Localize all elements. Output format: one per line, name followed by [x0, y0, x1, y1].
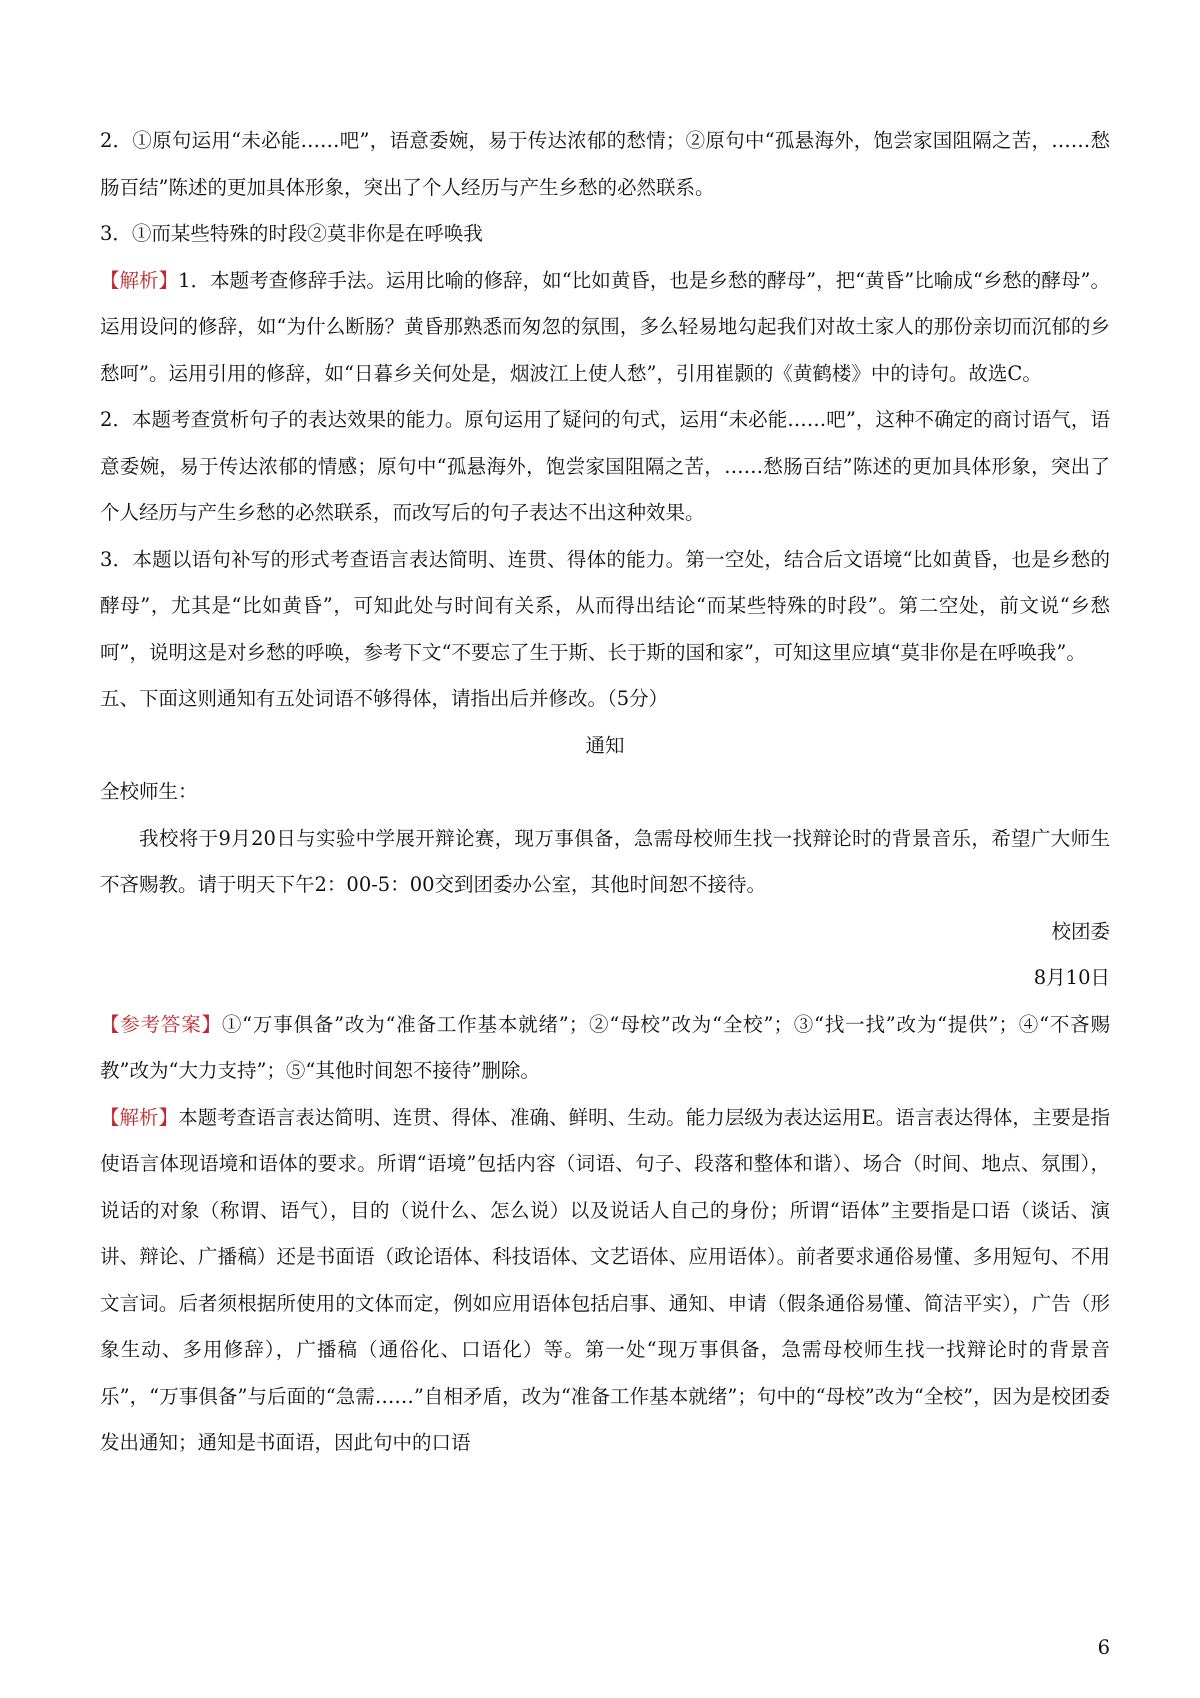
analysis-tag: 【解析】	[100, 268, 179, 292]
document-body	[100, 118, 1110, 1467]
reference-answer	[100, 1002, 1110, 1095]
reference-answer-tag: 【参考答案】	[100, 1012, 222, 1036]
page-number: 6	[1097, 1636, 1110, 1659]
question-5-prompt: 五、下面这则通知有五处词语不够得体，请指出后并修改。（5分）	[100, 687, 669, 710]
notice-date: 8月10日	[1033, 966, 1110, 989]
reference-answer-text: ①“万事俱备”改为“准备工作基本就绪”；②“母校”改为“全校”；③“找一找”改为“提供”；④“不吝赐教”改为“大力支持”；⑤“其他时间恕不接待”删除。	[100, 1012, 1110, 1082]
analysis-2-text: 本题考查语言表达简明、连贯、得体、准确、鲜明、生动。能力层级为表达运用E。语言表达得体，主要是指使语言体现语境和语体的要求。所谓“语境”包括内容（词语、句子、段落和整体和谐）、场合（时间、地点、氛围），说话的对象（称谓、语气），目的（说什么、怎么说）以及说话人自己的身份；所谓“语体”主要指是口语（谈话、演讲、辩论、广播稿）还是书面语（政论语体、科技语体、文艺语体、应用语体）。前者要求通俗易懂、多用短句、不用文言词。后者须根据所使用的文体而定，例如应用语体包括启事、通知、申请（假条通俗易懂、简洁平实），广告（形象生动、多用修辞），广播稿（通俗化、口语化）等。第一处“现万事俱备，急需母校师生找一找辩论时的背景音乐”，“万事俱备”与后面的“急需……”自相矛盾，改为“准备工作基本就绪”；句中的“母校”改为“全校”，因为是校团委发出通知；通知是书面语，因此句中的口语	[100, 1105, 1110, 1454]
notice-body: 我校将于9月20日与实验中学展开辩论赛，现万事俱备，急需母校师生找一找辩论时的背景音乐，希望广大师生不吝赐教。请于明天下午2：00-5：00交到团委办公室，其他时间恕不接待。	[100, 826, 1110, 896]
notice-title: 通知	[585, 733, 625, 757]
analysis-tag: 【解析】	[100, 1105, 179, 1129]
analysis-1-item-3: 3．本题以语句补写的形式考查语言表达简明、连贯、得体的能力。第一空处，结合后文语境“比如黄昏，也是乡愁的酵母”，尤其是“比如黄昏”，可知此处与时间有关系，从而得出结论“而某些特殊的时段”。第二空处，前文说“乡愁呵”，说明这是对乡愁的呼唤，参考下文“不要忘了生于斯、长于斯的国和家”，可知这里应填“莫非你是在呼唤我”。	[100, 547, 1110, 664]
analysis-1-text: 1．本题考查修辞手法。运用比喻的修辞，如“比如黄昏，也是乡愁的酵母”，把“黄昏”比喻成“乡愁的酵母”。运用设问的修辞，如“为什么断肠？黄昏那熟悉而匆忽的氛围，多么轻易地勾起我们对故土家人的那份亲切而沉郁的乡愁呵”。运用引用的修辞，如“日暮乡关何处是，烟波江上使人愁”，引用崔颢的《黄鹤楼》中的诗句。故选C。	[100, 268, 1110, 385]
notice-signature: 校团委	[1051, 919, 1110, 943]
answer-3: 3．①而某些特殊的时段②莫非你是在呼唤我	[100, 222, 483, 245]
answer-2: 2．①原句运用“未必能……吧”，语意委婉，易于传达浓郁的愁情；②原句中“孤悬海外，饱尝家国阻隔之苦，……愁肠百结”陈述的更加具体形象，突出了个人经历与产生乡愁的必然联系。	[100, 129, 1110, 199]
analysis-2	[100, 1095, 1110, 1467]
analysis-1-item-2: 2．本题考查赏析句子的表达效果的能力。原句运用了疑问的句式，运用“未必能……吧”，这种不确定的商讨语气，语意委婉，易于传达浓郁的情感；原句中“孤悬海外，饱尝家国阻隔之苦，……愁肠百结”陈述的更加具体形象，突出了个人经历与产生乡愁的必然联系，而改写后的句子表达不出这种效果。	[100, 408, 1110, 524]
notice-salutation: 全校师生：	[100, 780, 198, 803]
analysis-1-item-1	[100, 258, 1110, 398]
